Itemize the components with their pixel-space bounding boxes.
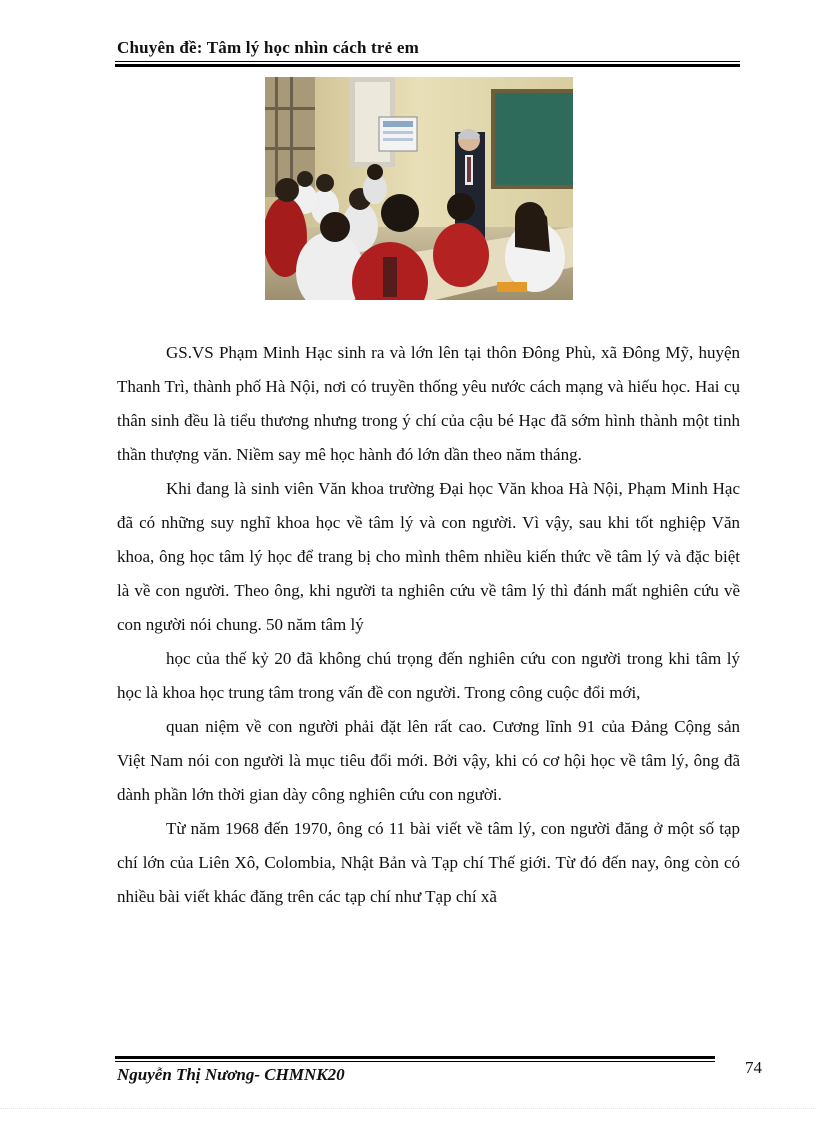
header-rule-thin (115, 61, 740, 62)
page-number: 74 (745, 1058, 762, 1077)
header-rule-thick (115, 64, 740, 67)
footer-rule-thick (115, 1056, 715, 1059)
paragraph-2: Khi đang là sinh viên Văn khoa trường Đại học Văn khoa Hà Nội, Phạm Minh Hạc đã có những suy nghĩ khoa học về tâm lý và con người. Vì vậy, sau khi tốt nghiệp Văn khoa, ông học tâm lý học để trang bị cho mình thêm nhiều kiến thức về tâm lý và đặc biệt là về con người. Theo ông, khi người ta nghiên cứu về tâm lý thì đánh mất nghiên cứu về con người nói chung. 50 năm tâm lý (117, 479, 740, 634)
paragraph-3: học của thế kỷ 20 đã không chú trọng đến nghiên cứu con người trong khi tâm lý học là khoa học trung tâm trong vấn đề con người. Trong công cuộc đổi mới, (117, 649, 740, 702)
paragraph-4: quan niệm về con người phải đặt lên rất cao. Cương lĩnh 91 của Đảng Cộng sản Việt Nam nói con người là mục tiêu đổi mới. Bởi vậy, khi có cơ hội học về tâm lý, ông đã dành phần lớn thời gian dày công nghiên cứu con người. (117, 717, 740, 804)
footer-author: Nguyễn Thị Nương- CHMNK20 (117, 1065, 345, 1084)
paragraph-1: GS.VS Phạm Minh Hạc sinh ra và lớn lên tại thôn Đông Phù, xã Đông Mỹ, huyện Thanh Trì, thành phố Hà Nội, nơi có truyền thống yêu nước cách mạng và hiếu học. Hai cụ thân sinh đều là tiểu thương nhưng trong ý chí của cậu bé Hạc đã sớm hình thành một tinh thần thượng văn. Niềm say mê học hành đó lớn dần theo năm tháng. (117, 343, 740, 464)
article-body (117, 336, 740, 914)
page-header-title: Chuyên đề: Tâm lý học nhìn cách trẻ em (117, 38, 419, 57)
page-bottom-divider (0, 1108, 816, 1109)
footer-rule-thin (115, 1061, 715, 1062)
classroom-photo (265, 77, 573, 300)
paragraph-5: Từ năm 1968 đến 1970, ông có 11 bài viết về tâm lý, con người đăng ở một số tạp chí lớn của Liên Xô, Colombia, Nhật Bản và Tạp chí Thế giới. Từ đó đến nay, ông còn có nhiều bài viết khác đăng trên các tạp chí như Tạp chí xã (117, 819, 740, 906)
